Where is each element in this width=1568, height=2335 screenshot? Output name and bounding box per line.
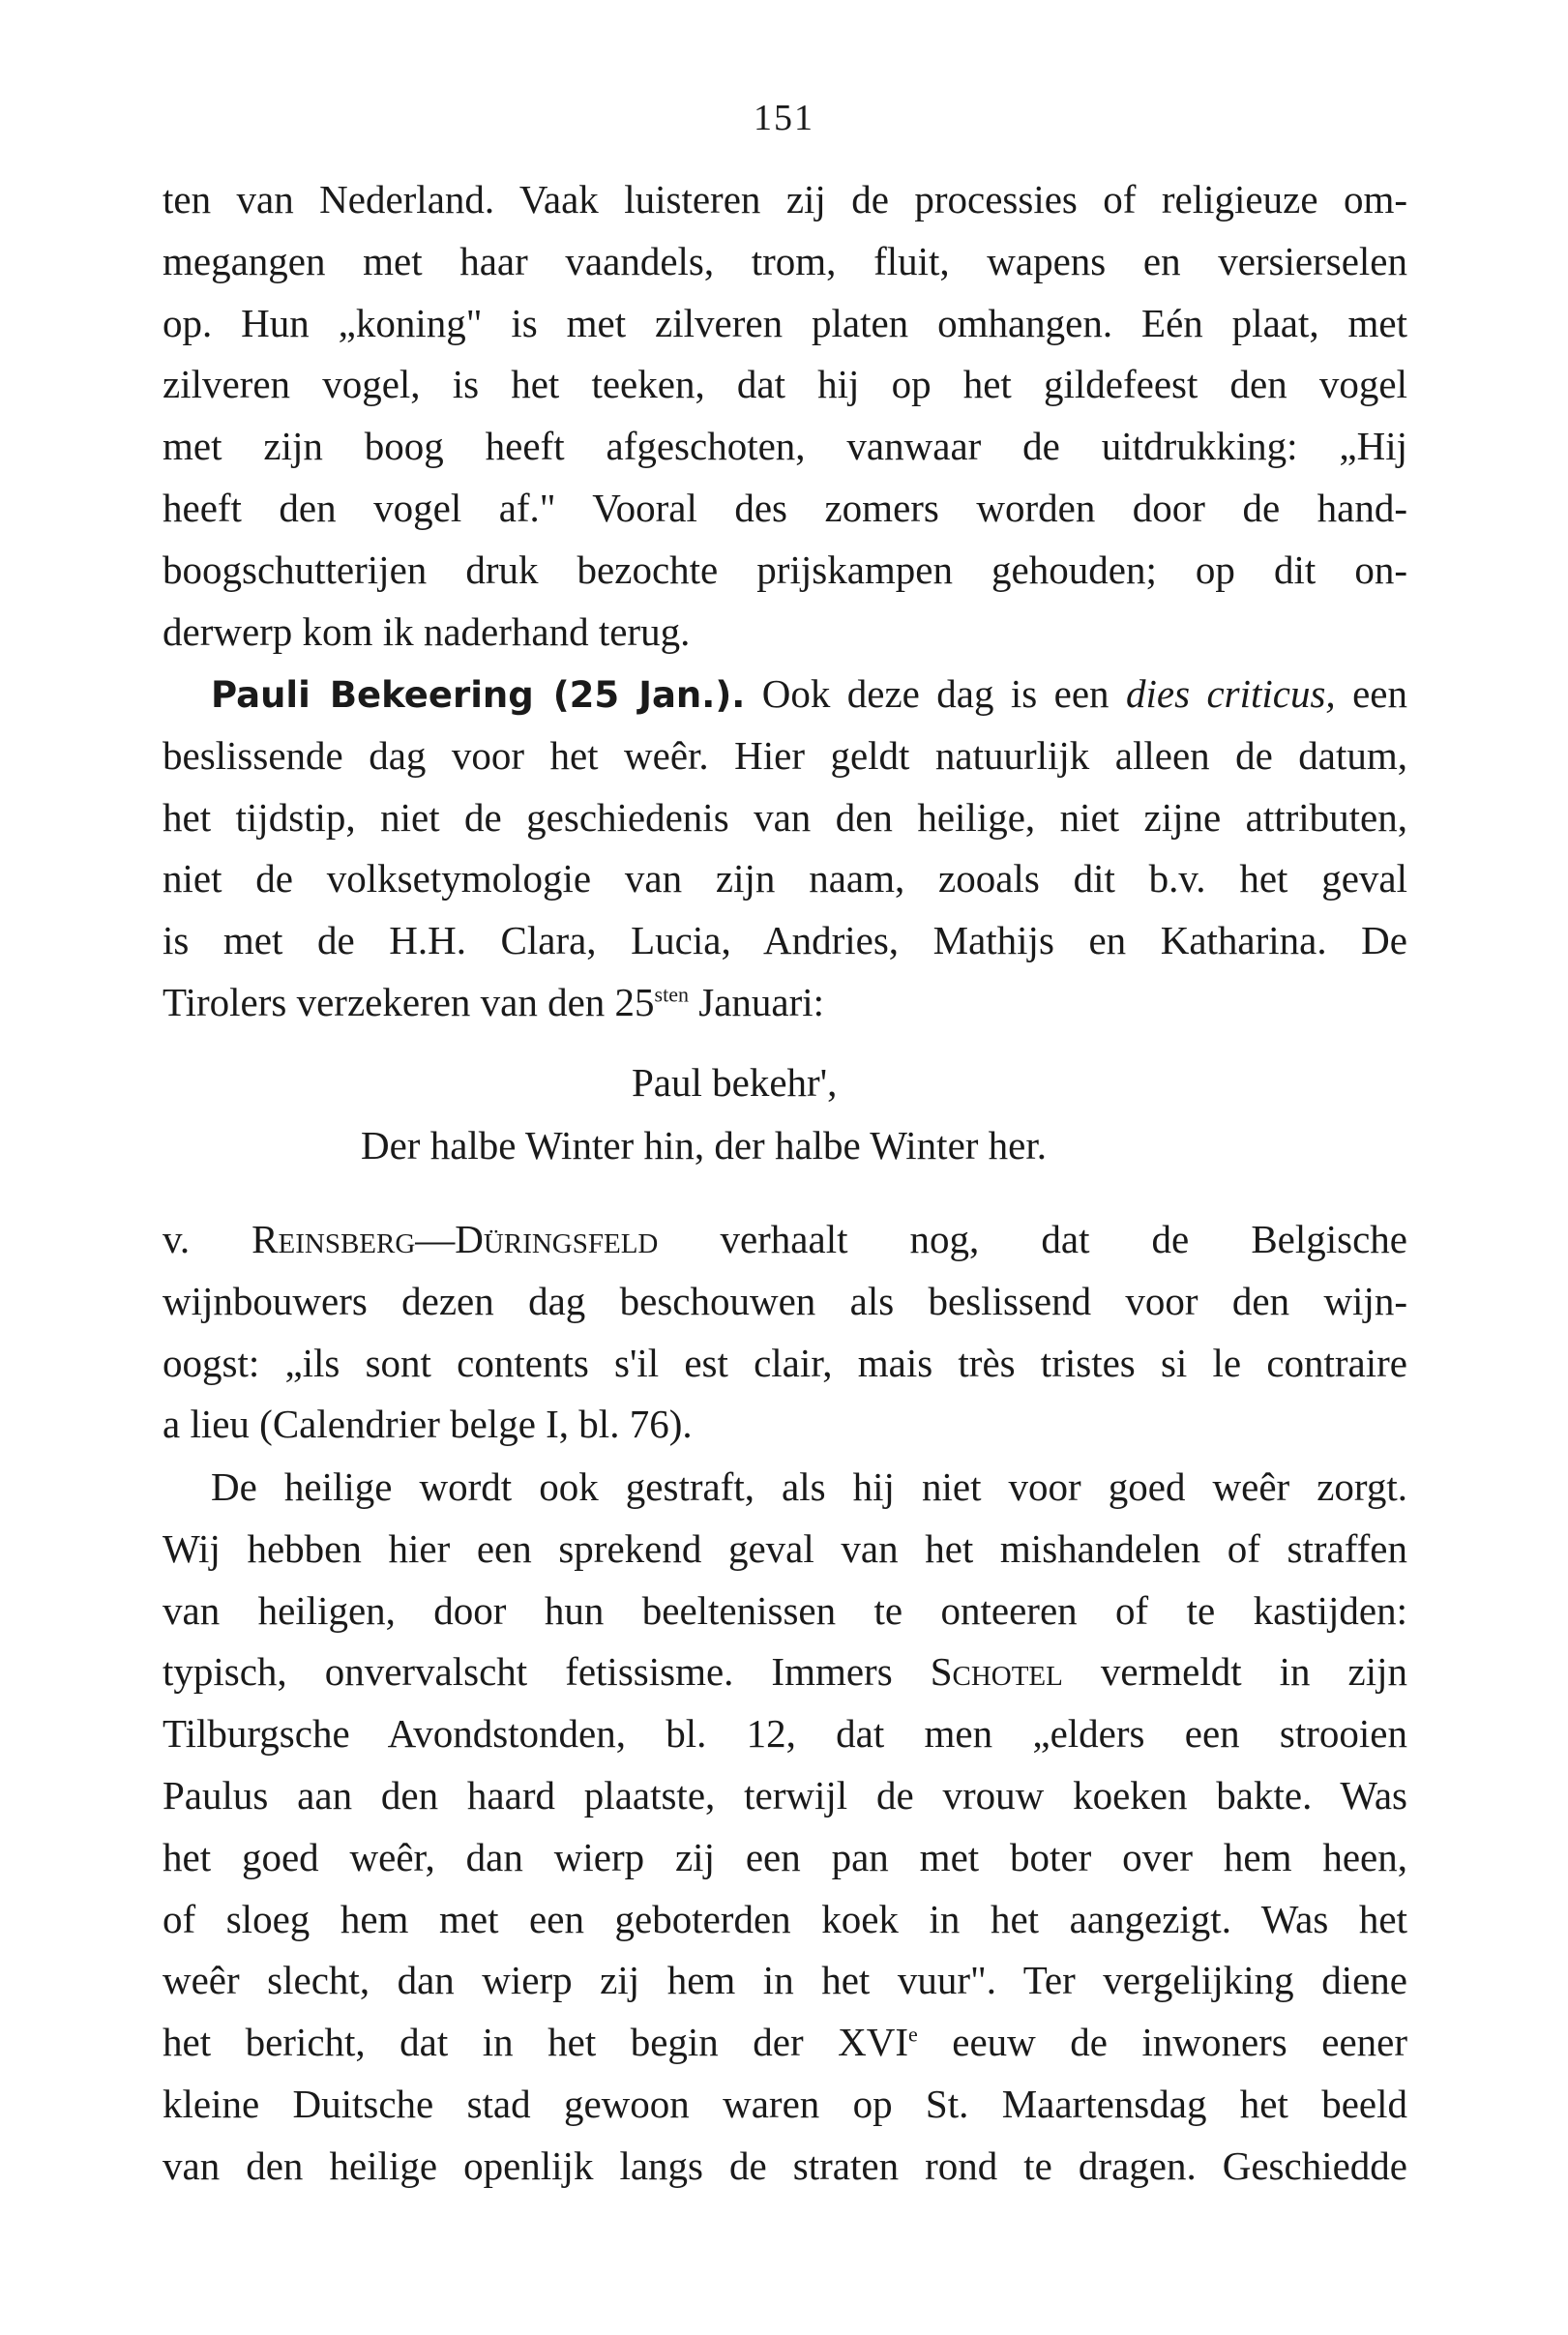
text-line: oogst: „ils sont contents s'il est clair, mais très tristes si le contraire [163, 1340, 1407, 1385]
text-line: a lieu (Calendrier belge I, bl. 76). [163, 1402, 693, 1447]
text-line: zilveren vogel, is het teeken, dat hij op het gildefeest den vogel [163, 362, 1407, 407]
text-line: of sloeg hem met een geboterden koek in het aangezigt. Was het [163, 1896, 1407, 1941]
text-line: van den heilige openlijk langs de straten rond te dragen. Geschiedde [163, 2143, 1407, 2188]
text-line: Paulus aan den haard plaatste, terwijl de vrouw koeken bakte. Was [163, 1772, 1407, 1818]
page-number: 151 [754, 98, 814, 138]
text-line: typisch, onvervalscht fetissisme. Immers Schotel vermeldt in zijn [163, 1649, 1408, 1695]
author-name: Schotel [930, 1649, 1063, 1695]
section-heading: Pauli Bekeering (25 Jan.). [211, 674, 746, 716]
text-line: heeft den vogel af." Vooral des zomers worden door de hand- [163, 485, 1407, 530]
paragraph-punishment [163, 1457, 1407, 2198]
latin-term: dies criticus, [1125, 671, 1336, 716]
text-line: op. Hun „koning" is met zilveren platen omhangen. Eén plaat, met [163, 300, 1407, 345]
text-line: kleine Duitsche stad gewoon waren op St. Maartensdag het beeld [163, 2081, 1407, 2126]
author-name: Reinsberg—Düringsfeld [251, 1217, 659, 1261]
text-line: derwerp kom ik naderhand terug. [163, 608, 691, 654]
text-line: met zijn boog heeft afgeschoten, vanwaar de uitdrukking: „Hij [163, 424, 1407, 469]
paragraph-pauli-bekeering [163, 664, 1407, 1034]
text-line: van heiligen, door hun beeltenissen te onteeren of te kastijden: [163, 1587, 1407, 1633]
verse-line: Der halbe Winter hin, der halbe Winter her. [361, 1123, 1048, 1168]
text-line: het tijdstip, niet de geschiedenis van den heilige, niet zijne attributen, [163, 794, 1407, 840]
text-line: het bericht, dat in het begin der XVIe eeuw de inwoners eener [163, 2020, 1407, 2065]
paragraph-reinsberg [163, 1209, 1407, 1456]
verse-line: Paul bekehr', [632, 1060, 838, 1105]
text-line: boogschutterijen druk bezochte prijskampen gehouden; op dit on- [163, 547, 1407, 592]
text-line: Wij hebben hier een sprekend geval van het mishandelen of straffen [163, 1525, 1407, 1571]
text-line: het goed weêr, dan wierp zij een pan met boter over hem heen, [163, 1834, 1407, 1879]
text-line: niet de volksetymologie van zijn naam, zooals dit b.v. het geval [163, 856, 1407, 901]
text-line: Tirolers verzekeren van den $25^{sten}$ Januari: [163, 979, 825, 1024]
text-line: wijnbouwers dezen dag beschouwen als beslissend voor den wijn- [163, 1278, 1407, 1323]
text-line: beslissende dag voor het weêr. Hier geldt natuurlijk alleen de datum, [163, 732, 1407, 778]
text-line: weêr slecht, dan wierp zij hem in het vuur". Ter vergelijking diene [163, 1958, 1407, 2003]
text-line: ten van Nederland. Vaak luisteren zij de processies of religieuze om- [163, 177, 1407, 222]
text-line: megangen met haar vaandels, trom, fluit, wapens en versierselen [163, 238, 1407, 283]
text-line: De heilige wordt ook gestraft, als hij niet voor goed weêr zorgt. [211, 1464, 1407, 1509]
text-line: is met de H.H. Clara, Lucia, Andries, Mathijs en Katharina. De [163, 918, 1407, 963]
text-line: Pauli Bekeering (25 Jan.). Ook deze dag is een dies criticus, een [211, 671, 1408, 716]
text-line: Tilburgsche Avondstonden, bl. 12, dat men „elders een strooien [163, 1711, 1407, 1757]
text-line: v. Reinsberg—Düringsfeld verhaalt nog, dat de Belgische [163, 1217, 1407, 1261]
paragraph-gilds [163, 169, 1407, 663]
